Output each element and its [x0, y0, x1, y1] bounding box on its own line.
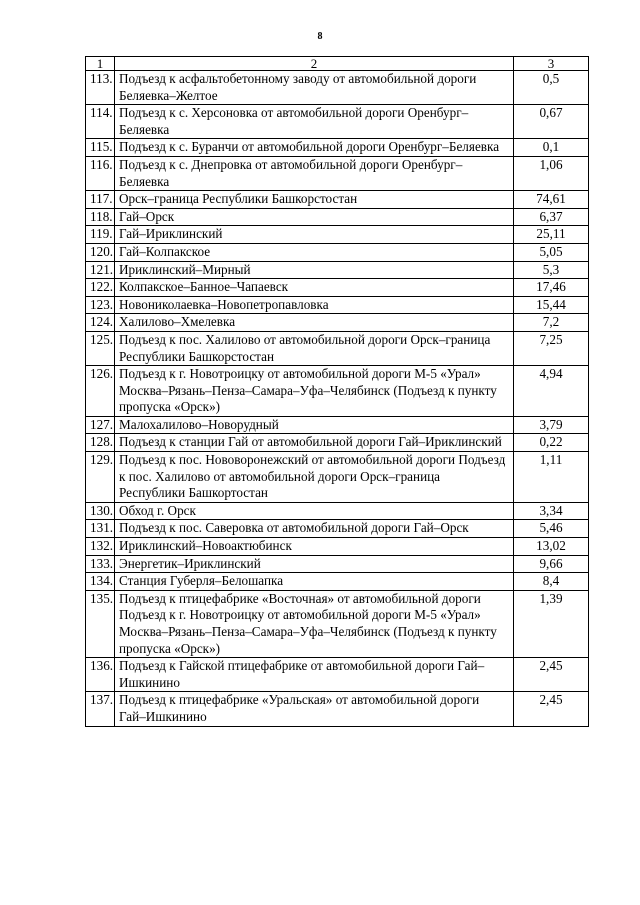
- row-number: 129.: [86, 452, 115, 503]
- row-number: 132.: [86, 538, 115, 556]
- road-length: 1,39: [514, 590, 589, 657]
- road-name: Малохалилово–Новорудный: [115, 416, 514, 434]
- road-name: Подъезд к г. Новотроицку от автомобильной дороги М-5 «Урал» Москва–Рязань–Пенза–Самара–Уфа–Челябинск (Подъезд к пункту пропуска «Орск»): [115, 366, 514, 417]
- table-row: [86, 520, 589, 538]
- table-row: [86, 208, 589, 226]
- road-length: 1,11: [514, 452, 589, 503]
- road-length: 74,61: [514, 191, 589, 209]
- row-number: 121.: [86, 261, 115, 279]
- road-length: 5,3: [514, 261, 589, 279]
- road-name: Новониколаевка–Новопетропавловка: [115, 296, 514, 314]
- road-length: 7,25: [514, 331, 589, 365]
- road-length: 15,44: [514, 296, 589, 314]
- road-name: Подъезд к пос. Саверовка от автомобильной дороги Гай–Орск: [115, 520, 514, 538]
- row-number: 120.: [86, 243, 115, 261]
- road-length: 17,46: [514, 279, 589, 297]
- roads-table: [85, 56, 589, 727]
- road-name: Подъезд к Гайской птицефабрике от автомобильной дороги Гай–Ишкинино: [115, 658, 514, 692]
- table-row: [86, 261, 589, 279]
- road-name: Станция Губерля–Белошапка: [115, 573, 514, 591]
- road-name: Орск–граница Республики Башкорстостан: [115, 191, 514, 209]
- table-row: [86, 226, 589, 244]
- row-number: 119.: [86, 226, 115, 244]
- row-number: 117.: [86, 191, 115, 209]
- road-name: Халилово–Хмелевка: [115, 314, 514, 332]
- road-length: 3,34: [514, 502, 589, 520]
- table-row: [86, 658, 589, 692]
- road-name: Подъезд к пос. Нововоронежский от автомобильной дороги Подъезд к пос. Халилово от автомобильной дороги Орск–граница Республики Башкортостан: [115, 452, 514, 503]
- row-number: 131.: [86, 520, 115, 538]
- row-number: 116.: [86, 156, 115, 190]
- road-length: 2,45: [514, 658, 589, 692]
- row-number: 113.: [86, 71, 115, 105]
- table-row: [86, 331, 589, 365]
- road-name: Подъезд к пос. Халилово от автомобильной дороги Орск–граница Республики Башкорстостан: [115, 331, 514, 365]
- road-name: Ириклинский–Новоактюбинск: [115, 538, 514, 556]
- header-col-3: 3: [514, 57, 589, 71]
- header-col-1: 1: [86, 57, 115, 71]
- row-number: 124.: [86, 314, 115, 332]
- table-row: [86, 279, 589, 297]
- road-length: 5,46: [514, 520, 589, 538]
- road-name: Энергетик–Ириклинский: [115, 555, 514, 573]
- row-number: 134.: [86, 573, 115, 591]
- road-length: 4,94: [514, 366, 589, 417]
- roads-table-body: [86, 57, 589, 727]
- row-number: 126.: [86, 366, 115, 417]
- row-number: 130.: [86, 502, 115, 520]
- road-name: Обход г. Орск: [115, 502, 514, 520]
- road-length: 13,02: [514, 538, 589, 556]
- road-length: 0,5: [514, 71, 589, 105]
- row-number: 128.: [86, 434, 115, 452]
- road-name: Подъезд к с. Буранчи от автомобильной дороги Оренбург–Беляевка: [115, 139, 514, 157]
- row-number: 125.: [86, 331, 115, 365]
- table-row: [86, 314, 589, 332]
- row-number: 135.: [86, 590, 115, 657]
- table-row: [86, 243, 589, 261]
- table-row: [86, 156, 589, 190]
- road-name: Подъезд к птицефабрике «Уральская» от автомобильной дороги Гай–Ишкинино: [115, 692, 514, 726]
- road-length: 9,66: [514, 555, 589, 573]
- road-length: 3,79: [514, 416, 589, 434]
- road-name: Гай–Колпакское: [115, 243, 514, 261]
- table-row: [86, 452, 589, 503]
- table-row: [86, 555, 589, 573]
- road-name: Подъезд к станции Гай от автомобильной дороги Гай–Ириклинский: [115, 434, 514, 452]
- road-length: 6,37: [514, 208, 589, 226]
- road-name: Гай–Орск: [115, 208, 514, 226]
- row-number: 136.: [86, 658, 115, 692]
- table-row: [86, 296, 589, 314]
- road-length: 8,4: [514, 573, 589, 591]
- row-number: 127.: [86, 416, 115, 434]
- table-row: [86, 366, 589, 417]
- road-length: 5,05: [514, 243, 589, 261]
- table-row: [86, 191, 589, 209]
- road-length: 2,45: [514, 692, 589, 726]
- row-number: 133.: [86, 555, 115, 573]
- table-row: [86, 502, 589, 520]
- page-number: 8: [317, 31, 323, 42]
- road-name: Подъезд к с. Днепровка от автомобильной дороги Оренбург–Беляевка: [115, 156, 514, 190]
- table-row: [86, 692, 589, 726]
- row-number: 115.: [86, 139, 115, 157]
- road-length: 7,2: [514, 314, 589, 332]
- table-row: [86, 434, 589, 452]
- road-length: 0,1: [514, 139, 589, 157]
- road-length: 0,22: [514, 434, 589, 452]
- row-number: 123.: [86, 296, 115, 314]
- table-row: [86, 416, 589, 434]
- road-length: 0,67: [514, 105, 589, 139]
- table-row: [86, 590, 589, 657]
- road-name: Колпакское–Банное–Чапаевск: [115, 279, 514, 297]
- table-row: [86, 573, 589, 591]
- row-number: 137.: [86, 692, 115, 726]
- table-row: [86, 71, 589, 105]
- road-name: Подъезд к асфальтобетонному заводу от автомобильной дороги Беляевка–Желтое: [115, 71, 514, 105]
- header-col-2: 2: [115, 57, 514, 71]
- road-length: 1,06: [514, 156, 589, 190]
- road-name: Подъезд к с. Херсоновка от автомобильной дороги Оренбург–Беляевка: [115, 105, 514, 139]
- row-number: 118.: [86, 208, 115, 226]
- road-name: Подъезд к птицефабрике «Восточная» от автомобильной дороги Подъезд к г. Новотроицку от автомобильной дороги М-5 «Урал» Москва–Рязань–Пенза–Самара–Уфа–Челябинск (Подъезд к пункту пропуска «Орск»): [115, 590, 514, 657]
- row-number: 114.: [86, 105, 115, 139]
- table-row: [86, 538, 589, 556]
- table-row: [86, 139, 589, 157]
- road-length: 25,11: [514, 226, 589, 244]
- road-name: Гай–Ириклинский: [115, 226, 514, 244]
- road-name: Ириклинский–Мирный: [115, 261, 514, 279]
- table-row: [86, 105, 589, 139]
- table-header-row: [86, 57, 589, 71]
- row-number: 122.: [86, 279, 115, 297]
